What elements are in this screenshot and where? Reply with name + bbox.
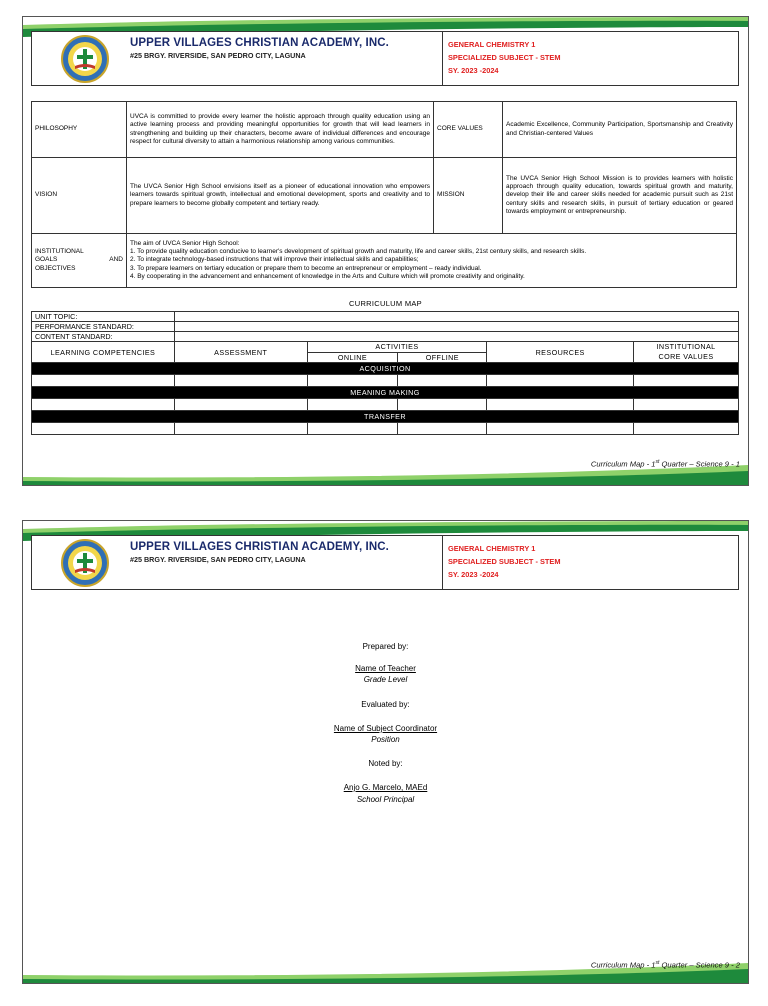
footer-sup: st [655,459,660,465]
col-header-online: ONLINE [307,352,398,363]
school-info [130,541,389,564]
header-divider [442,32,443,85]
subject-track: SPECIALIZED SUBJECT - STEM [448,53,561,62]
goal-item: 3. To prepare learners on tertiary education or prepare them to become an entrepreneur or employment – ready individual. [130,264,482,272]
school-info [130,37,389,60]
footer-sup: st [655,960,660,966]
table-cell[interactable] [634,399,739,411]
goals-label [32,234,127,288]
goals-label-word-and: AND [109,256,123,264]
header-divider [442,536,443,589]
table-cell[interactable] [307,399,398,411]
band-transfer-label: TRANSFER [32,411,739,423]
mission-text: The UVCA Senior High School Mission is to provides learners with holistic approach through quality education, towards spiritual growth and maturity, develop their life and career skills needed for academic pursuit such as 21st century skills and research skills, in pursuit of tertiary education or geared towards employment or entrepreneurship. [503,158,737,234]
evaluated-role: Position [371,735,400,744]
school-year: SY. 2023 -2024 [448,66,499,75]
goals-intro: The aim of UVCA Senior High School: [130,239,240,247]
band-transfer [32,411,739,423]
unit-topic-label: UNIT TOPIC: [32,312,175,322]
page-footer [591,960,740,970]
noted-role: School Principal [356,795,415,804]
philosophy-label: PHILOSOPHY [32,102,127,158]
prepared-label: Prepared by: [362,642,409,651]
table-row [32,399,739,411]
footer-prefix: Curriculum Map - 1 [590,459,656,469]
prepared-role: Grade Level [363,675,408,684]
table-cell[interactable] [487,399,634,411]
content-standard-label: CONTENT STANDARD: [32,332,175,342]
core-values-text: Academic Excellence, Community Participation, Sportsmanship and Creativity and Christian-centered Values [503,102,737,158]
col-header-resources: RESOURCES [487,342,634,363]
col-header-core-values-line2: CORE VALUES [658,352,714,361]
table-cell[interactable] [32,399,175,411]
subject-info [448,542,561,581]
table-cell[interactable] [634,375,739,387]
table-row [32,312,739,322]
band-acquisition [32,363,739,375]
col-header-offline: OFFLINE [398,352,487,363]
col-header-core-values-line1: INSTITUTIONAL [656,342,716,351]
page-1 [22,16,749,486]
table-row [32,332,739,342]
noted-name: Anjo G. Marcelo, MAEd [343,783,428,792]
school-seal-icon [61,539,109,587]
table-cell[interactable] [174,423,307,435]
goal-item: 2. To integrate technology-based instructions that will improve their intellectual skills and capabilities; [130,256,419,264]
table-cell[interactable] [174,399,307,411]
letterhead [31,31,739,86]
school-name: UPPER VILLAGES CHRISTIAN ACADEMY, INC. [130,541,389,553]
unit-topic-field[interactable] [174,312,738,322]
goals-label-line3: OBJECTIVES [35,264,76,272]
performance-standard-field[interactable] [174,322,738,332]
page-2 [22,520,749,984]
goals-label-line1: INSTITUTIONAL [35,248,84,256]
table-header-row [32,342,739,353]
evaluated-name: Name of Subject Coordinator [333,724,438,733]
performance-standard-label: PERFORMANCE STANDARD: [32,322,175,332]
philosophy-text: UVCA is committed to provide every learner the holistic approach through quality education using an active learning process and providing meaningful opportunities for growth that will lead learners in strengthening and building up their characters, become aware of individual differences and encourage respect for cultural diversity to attain a harmonious relationship among various communities. [127,102,434,158]
school-name: UPPER VILLAGES CHRISTIAN ACADEMY, INC. [130,37,389,49]
footer-suffix: Quarter – Science 9 - 1 [659,459,740,469]
table-cell[interactable] [307,375,398,387]
table-cell[interactable] [174,375,307,387]
table-row [32,375,739,387]
institutional-info-table [31,101,737,288]
table-cell[interactable] [307,423,398,435]
table-cell[interactable] [32,375,175,387]
school-address: #25 BRGY. RIVERSIDE, SAN PEDRO CITY, LAGUNA [130,51,306,60]
table-row [32,423,739,435]
school-seal-icon [61,35,109,83]
goal-item: 1. To provide quality education conducive to learner's development of spiritual growth and maturity, life and career skills, 21st century skills, and research skills. [130,248,587,256]
table-cell[interactable] [487,375,634,387]
page-footer [591,459,740,469]
goals-label-word-goals: GOALS [35,256,58,264]
col-header-assessment: ASSESSMENT [174,342,307,363]
subject-info [448,38,561,77]
evaluated-label: Evaluated by: [361,700,410,709]
col-header-core-values [634,342,739,363]
school-year: SY. 2023 -2024 [448,570,499,579]
col-header-competencies: LEARNING COMPETENCIES [32,342,175,363]
content-standard-field[interactable] [174,332,738,342]
table-cell[interactable] [398,375,487,387]
goal-item: 4. By cooperating in the advancement and enhancement of knowledge in the Arts and Culture which will promote creativity and originality. [130,272,525,280]
subject-track: SPECIALIZED SUBJECT - STEM [448,557,561,566]
goals-text [127,234,737,288]
noted-label: Noted by: [368,759,403,768]
footer-prefix: Curriculum Map - 1 [590,960,656,970]
table-cell[interactable] [398,399,487,411]
core-values-label: CORE VALUES [434,102,503,158]
subject-title: GENERAL CHEMISTRY 1 [448,544,536,553]
band-acquisition-label: ACQUISITION [32,363,739,375]
band-meaning-making-label: MEANING MAKING [32,387,739,399]
subject-title: GENERAL CHEMISTRY 1 [448,40,536,49]
vision-label: VISION [32,158,127,234]
letterhead [31,535,739,590]
col-header-activities: ACTIVITIES [307,342,487,353]
table-cell[interactable] [634,423,739,435]
table-cell[interactable] [398,423,487,435]
prepared-name: Name of Teacher [355,664,416,673]
vision-text: The UVCA Senior High School envisions itself as a pioneer of educational innovation who empowers learners towards spiritual growth, intellectual and emotional development, sports and creativity and to prepare learners to become globally competent and tertiary ready. [127,158,434,234]
mission-label: MISSION [434,158,503,234]
band-meaning-making [32,387,739,399]
curriculum-map-title: CURRICULUM MAP [349,299,422,308]
table-cell[interactable] [487,423,634,435]
goals-label-line2 [35,256,123,264]
school-address: #25 BRGY. RIVERSIDE, SAN PEDRO CITY, LAGUNA [130,555,306,564]
table-cell[interactable] [32,423,175,435]
table-row [32,322,739,332]
footer-suffix: Quarter – Science 9 - 2 [659,960,740,970]
curriculum-map-table [31,311,739,435]
